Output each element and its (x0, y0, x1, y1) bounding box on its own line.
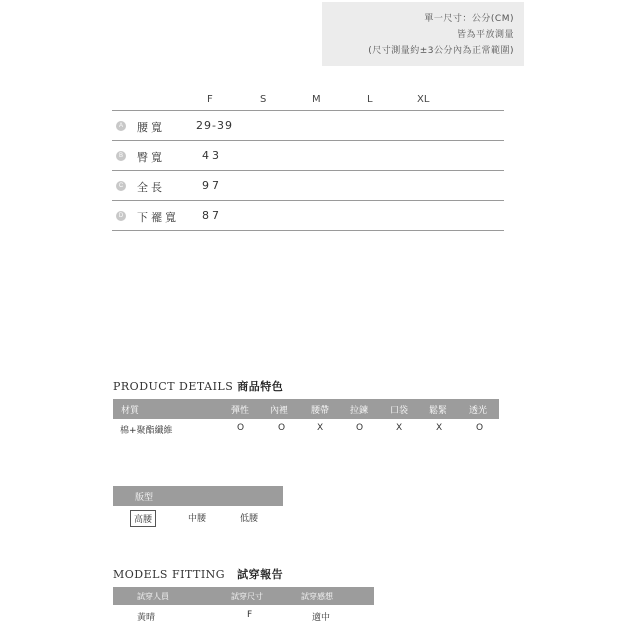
details-belt: X (317, 423, 324, 433)
note-line-tolerance: (尺寸測量約±3公分內為正常範圍) (368, 46, 514, 56)
details-lining: O (278, 423, 286, 433)
models-header-feedback: 試穿感想 (301, 592, 333, 601)
models-fitting-title (113, 566, 283, 582)
waist-option-low: 低腰 (240, 514, 259, 524)
details-header-belt: 腰帶 (311, 406, 330, 416)
size-header-s: S (260, 94, 267, 105)
details-elastic: O (237, 423, 245, 433)
badge-a-icon: A (116, 121, 126, 131)
models-fitting-table (113, 587, 374, 625)
models-fitting-header (113, 587, 374, 605)
details-sheer: O (476, 423, 484, 433)
note-line-flat: 皆為平放測量 (456, 30, 514, 40)
product-details-title-en: PRODUCT DETAILS (113, 380, 234, 393)
measurement-note (322, 2, 524, 66)
size-row-hem (112, 201, 504, 231)
size-header-f: F (207, 94, 213, 105)
size-row-value: 97 (202, 179, 222, 192)
size-header-l: L (367, 94, 373, 105)
size-row-label: 下襬寬 (137, 211, 179, 224)
note-line-unit: 單一尺寸：公分(CM) (424, 14, 514, 24)
size-header-xl: XL (417, 94, 430, 105)
badge-d-icon: D (116, 211, 126, 221)
product-details-title (113, 378, 283, 394)
product-details-row (113, 419, 499, 439)
models-header-size: 試穿尺寸 (231, 592, 263, 601)
details-header-elastic-band: 鬆緊 (429, 406, 448, 416)
size-row-hip (112, 141, 504, 171)
size-header-m: M (312, 94, 321, 105)
size-row-value: 43 (202, 149, 222, 162)
details-header-lining: 內裡 (270, 406, 289, 416)
models-header-person: 試穿人員 (137, 592, 169, 601)
size-row-value: 29-39 (196, 119, 233, 132)
waist-option-mid: 中腰 (188, 514, 207, 524)
details-pocket: X (396, 423, 403, 433)
badge-c-icon: C (116, 181, 126, 191)
waist-type-header: 版型 (113, 486, 283, 506)
models-person: 黃晴 (137, 613, 156, 623)
details-header-zipper: 拉鍊 (350, 406, 369, 416)
size-table (112, 86, 504, 231)
size-row-length (112, 171, 504, 201)
details-header-material: 材質 (121, 406, 140, 416)
product-details-header (113, 399, 499, 419)
size-row-label: 全長 (137, 181, 165, 194)
details-header-elastic: 彈性 (231, 406, 250, 416)
badge-b-icon: B (116, 151, 126, 161)
product-details-table (113, 399, 499, 439)
models-size: F (247, 610, 253, 620)
models-feedback: 適中 (312, 613, 331, 623)
details-material: 棉+聚酯纖維 (120, 426, 173, 436)
product-details-title-zh: 商品特色 (237, 380, 284, 393)
details-header-pocket: 口袋 (390, 406, 409, 416)
details-zipper: O (356, 423, 364, 433)
waist-type-options (113, 506, 283, 528)
size-row-label: 腰寬 (137, 121, 165, 134)
size-row-waist (112, 111, 504, 141)
details-elastic-band: X (436, 423, 443, 433)
details-header-sheer: 透光 (469, 406, 488, 416)
models-fitting-title-en: MODELS FITTING (113, 568, 226, 581)
waist-option-high: 高腰 (130, 510, 156, 527)
waist-type-table (113, 486, 283, 528)
models-fitting-row (113, 605, 374, 625)
size-table-header (112, 86, 504, 111)
models-fitting-title-zh: 試穿報告 (237, 568, 284, 581)
size-row-label: 臀寬 (137, 151, 165, 164)
size-row-value: 87 (202, 209, 222, 222)
